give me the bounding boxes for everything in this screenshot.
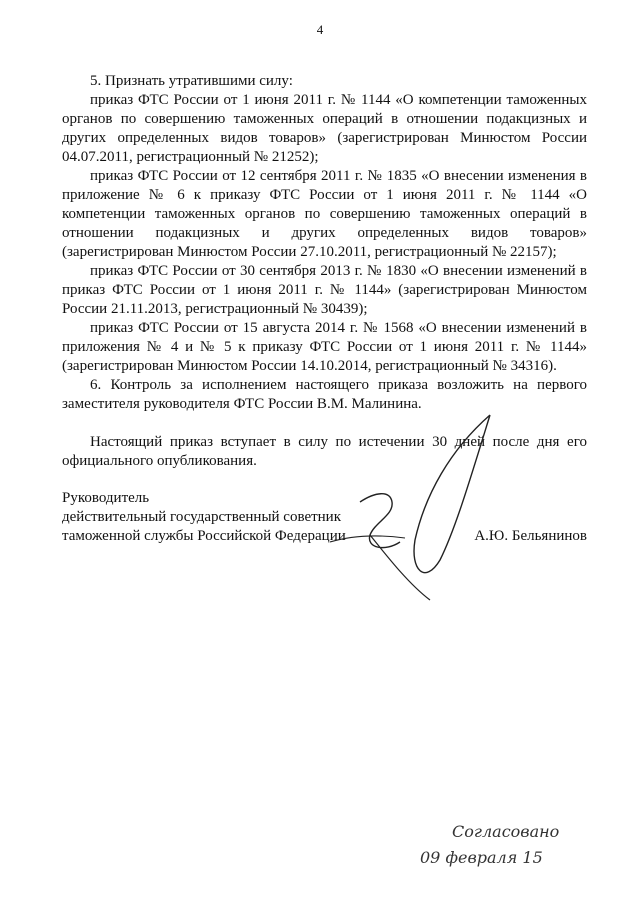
handwritten-signature xyxy=(330,410,500,610)
signatory-name: А.Ю. Бельянинов xyxy=(474,528,587,544)
paragraph-order-1568: приказ ФТС России от 15 августа 2014 г. № 1568 «О внесении изменений в приложения № 4 и № 5 к приказу ФТС России от 1 июня 2011 г. № 1144» (зарегистрирован Минюстом России 14.10.2014, регистрационный № 34316). xyxy=(62,320,587,374)
signatory-title: Руководитель xyxy=(62,490,150,506)
effective-clause: Настоящий приказ вступает в силу по истечении 30 дней после дня его официального опубликования. xyxy=(62,434,587,469)
paragraph-item-5: 5. Признать утратившими силу: xyxy=(90,73,293,89)
document-body xyxy=(62,72,587,471)
paragraph-item-6: 6. Контроль за исполнением настоящего приказа возложить на первого заместителя руководителя ФТС России В.М. Малинина. xyxy=(62,377,587,412)
handwritten-approval: Согласовано xyxy=(452,822,560,841)
handwritten-approval-note xyxy=(420,822,590,882)
paragraph-order-1144: приказ ФТС России от 1 июня 2011 г. № 1144 «О компетенции таможенных органов по совершению таможенных операций в отношении подакцизных и других определенных видов товаров» (зарегистрирован Минюстом России 04.07.2011, регистрационный № 21252); xyxy=(62,92,587,165)
signatory-service: таможенной службы Российской Федерации xyxy=(62,528,346,544)
paragraph-order-1835: приказ ФТС России от 12 сентября 2011 г. № 1835 «О внесении изменения в приложение № 6 к приказу ФТС России от 1 июня 2011 г. № 1144 «О компетенции таможенных органов по совершению таможенных операций в отношении подакцизных и других определенных видов товаров» (зарегистрирован Минюстом России 27.10.2011, регистрационный № 22157); xyxy=(62,168,587,260)
signature-block xyxy=(62,489,587,546)
spacer xyxy=(62,414,587,433)
signatory-rank: действительный государственный советник xyxy=(62,509,342,525)
handwritten-date: 09 февраля 15 xyxy=(420,848,543,867)
page-number: 4 xyxy=(316,22,324,37)
paragraph-order-1830: приказ ФТС России от 30 сентября 2013 г. № 1830 «О внесении изменений в приказ ФТС России от 1 июня 2011 г. № 1144» (зарегистрирован Минюстом России 21.11.2013, регистрационный № 30439); xyxy=(62,263,587,317)
